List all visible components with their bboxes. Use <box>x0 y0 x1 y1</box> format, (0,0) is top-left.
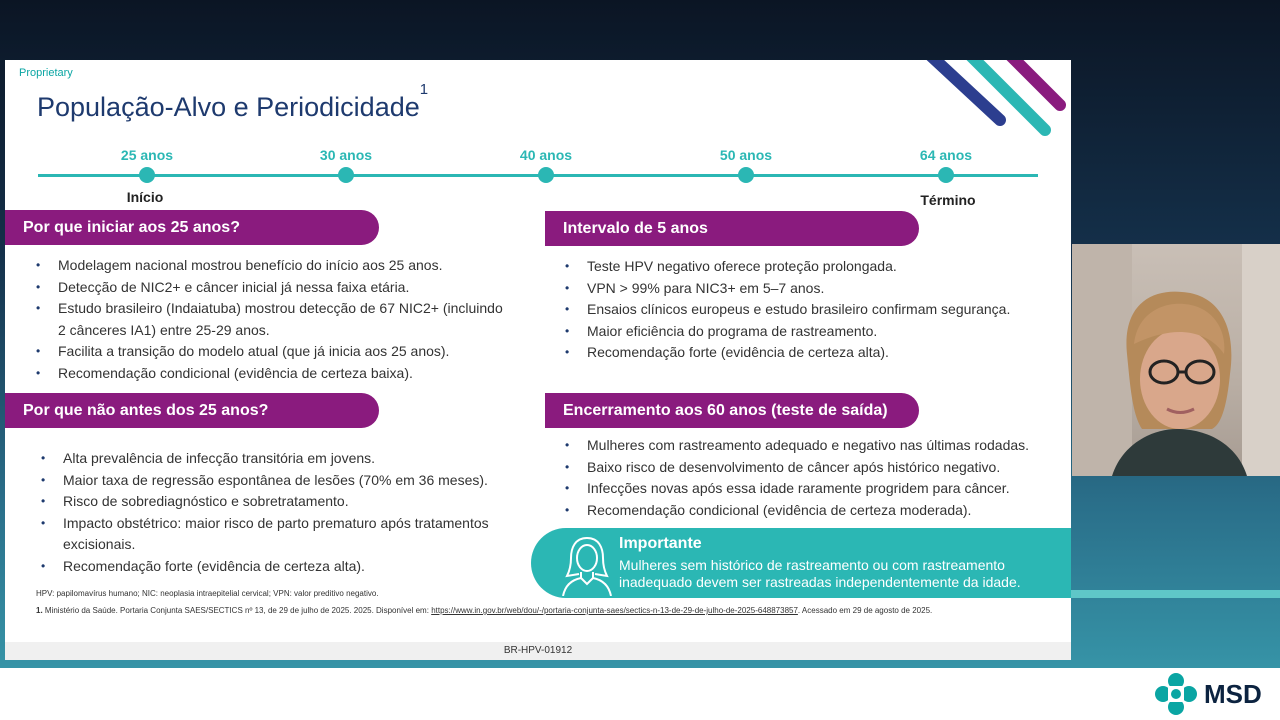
timeline-label-30: 30 anos <box>319 147 373 163</box>
msd-logo-icon <box>1154 672 1198 716</box>
reference-link[interactable]: https://www.in.gov.br/web/dou/-/portaria-conjunta-saes/sectics-n-13-de-29-de-julho-de-2025-648873857 <box>431 606 798 615</box>
list-item: • VPN > 99% para NIC3+ em 5–7 anos. <box>565 278 1045 300</box>
list-item: • Modelagem nacional mostrou benefício do início aos 25 anos. <box>36 255 506 277</box>
timeline-label-64: 64 anos <box>919 147 973 163</box>
decorative-stripe <box>1071 590 1280 598</box>
list-item: • Maior eficiência do programa de rastreamento. <box>565 321 1045 343</box>
list-item: • Recomendação condicional (evidência de certeza baixa). <box>36 363 506 385</box>
list-why-not-before <box>41 448 531 578</box>
important-callout <box>531 528 1071 598</box>
section-heading-interval: Intervalo de 5 anos <box>545 211 919 246</box>
abbreviations-footnote: HPV: papilomavírus humano; NIC: neoplasia intraepitelial cervical; VPN: valor preditivo negativo. <box>36 589 379 598</box>
list-item: • Facilita a transição do modelo atual (que já inicia aos 25 anos). <box>36 341 506 363</box>
timeline-dot-50 <box>738 167 754 183</box>
list-item: • Alta prevalência de infecção transitória em jovens. <box>41 448 531 470</box>
list-item: • Ensaios clínicos europeus e estudo brasileiro confirmam segurança. <box>565 299 1045 321</box>
webcam-presenter-video <box>1072 244 1280 476</box>
important-text: Mulheres sem histórico de rastreamento ou com rastreamento inadequado devem ser rastreadas independentemente da idade. <box>619 557 1021 590</box>
list-item: • Baixo risco de desenvolvimento de câncer após histórico negativo. <box>565 457 1065 479</box>
list-item: • Recomendação condicional (evidência de certeza moderada). <box>565 500 1065 522</box>
list-item: • Maior taxa de regressão espontânea de lesões (70% em 36 meses). <box>41 470 531 492</box>
list-end-60 <box>565 435 1065 521</box>
bottom-band <box>0 668 1280 720</box>
msd-logo <box>1154 672 1262 716</box>
reference-footnote <box>36 605 1026 616</box>
list-item: • Mulheres com rastreamento adequado e negativo nas últimas rodadas. <box>565 435 1065 457</box>
important-title: Importante <box>619 535 702 552</box>
list-item: • Infecções novas após essa idade raramente progridem para câncer. <box>565 478 1065 500</box>
slide-title-text: População-Alvo e Periodicidade <box>37 92 420 122</box>
list-item: • Impacto obstétrico: maior risco de parto prematuro após tratamentos excisionais. <box>41 513 531 556</box>
timeline-label-40: 40 anos <box>519 147 573 163</box>
timeline-dot-40 <box>538 167 554 183</box>
msd-logo-text: MSD <box>1204 678 1262 709</box>
timeline-dot-30 <box>338 167 354 183</box>
list-interval <box>565 256 1045 364</box>
list-why-25 <box>36 255 506 385</box>
list-item: • Detecção de NIC2+ e câncer inicial já nessa faixa etária. <box>36 277 506 299</box>
slide-title-footnote-marker: 1 <box>419 81 429 98</box>
section-heading-why-not-before: Por que não antes dos 25 anos? <box>5 393 379 428</box>
reference-text: Ministério da Saúde. Portaria Conjunta SAES/SECTICS nº 13, de 29 de julho de 2025. 2025. Disponível em: <box>44 606 429 615</box>
list-item: • Recomendação forte (evidência de certeza alta). <box>41 556 531 578</box>
list-item: • Recomendação forte (evidência de certeza alta). <box>565 342 1045 364</box>
timeline-start-label: Início <box>126 189 164 205</box>
presentation-slide <box>5 60 1071 660</box>
section-heading-end-60: Encerramento aos 60 anos (teste de saída) <box>545 393 919 428</box>
timeline-dot-25 <box>139 167 155 183</box>
reference-number: 1. <box>36 606 43 615</box>
slide-footer-code: BR-HPV-01912 <box>5 642 1071 660</box>
list-item: • Estudo brasileiro (Indaiatuba) mostrou detecção de 67 NIC2+ (incluindo 2 cânceres IA1) entre 25-29 anos. <box>36 298 506 341</box>
section-heading-why-25: Por que iniciar aos 25 anos? <box>5 210 379 245</box>
timeline-label-25: 25 anos <box>120 147 174 163</box>
timeline-end-label: Término <box>920 192 976 208</box>
slide-title <box>37 81 429 123</box>
woman-icon <box>559 534 615 596</box>
list-item: • Teste HPV negativo oferece proteção prolongada. <box>565 256 1045 278</box>
reference-accessed: . Acessado em 29 de agosto de 2025. <box>797 606 933 615</box>
presenter-silhouette <box>1072 244 1280 476</box>
timeline-label-50: 50 anos <box>719 147 773 163</box>
list-item: • Risco de sobrediagnóstico e sobretratamento. <box>41 491 531 513</box>
proprietary-label: Proprietary <box>19 67 73 79</box>
timeline-dot-64 <box>938 167 954 183</box>
decorative-stripes <box>910 60 1071 150</box>
